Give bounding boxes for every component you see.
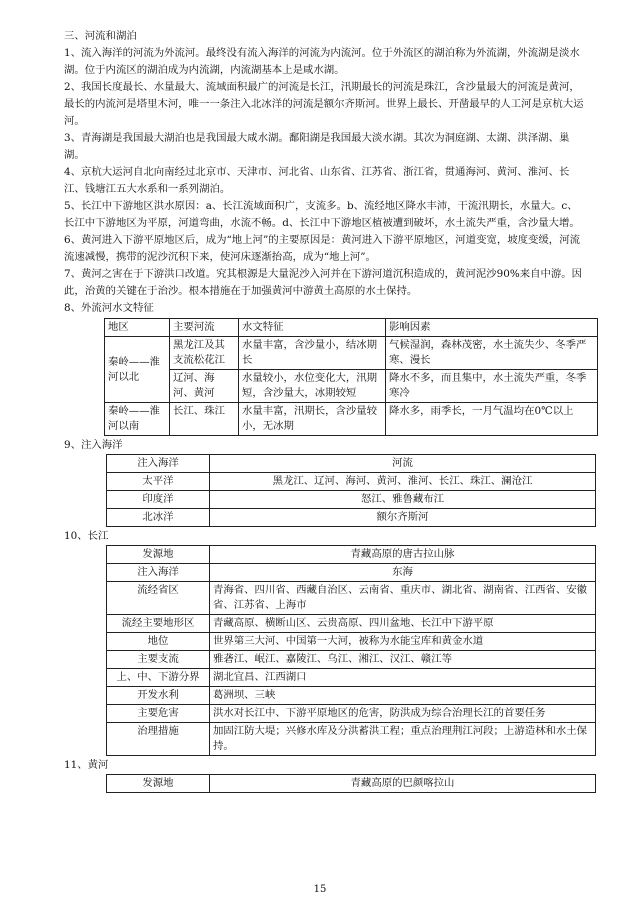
table-cell: 青藏高原的巴颜喀拉山 [210, 775, 596, 793]
table-cell-key: 治理措施 [107, 723, 210, 756]
heading-9: 9、注入海洋 [64, 439, 123, 451]
table-cell: 黑龙江、辽河、海河、黄河、淮河、长江、珠江、澜沧江 [210, 473, 596, 491]
table-cell-key: 主要危害 [107, 705, 210, 723]
table-row [107, 473, 596, 491]
table-row [107, 455, 596, 473]
table-cell: 世界第三大河、中国第一大河，被称为水能宝库和黄金水道 [210, 633, 596, 651]
table-row [107, 615, 596, 633]
document-body [64, 28, 588, 793]
table-oceans [106, 454, 596, 527]
table-row [107, 651, 596, 669]
paragraph-2: 2、我国长度最长、水量最大、流域面积最广的河流是长江，汛期最长的河流是珠江，含沙量最大的河流是黄河，最长的内流河是塔里木河，唯一一条注入北冰洋的河流是额尔齐斯河。世界上最长、开凿最早的人工河是京杭大运河。 [64, 81, 584, 127]
table-row [107, 564, 596, 582]
table-cell-region: 秦岭——淮河以南 [105, 403, 170, 436]
table-yellow-river [106, 774, 596, 793]
table-cell-key: 流经省区 [107, 582, 210, 615]
table-row [107, 582, 596, 615]
table-cell: 降水多，雨季长，一月气温均在0℃以上 [386, 403, 598, 436]
heading-11: 11、黄河 [64, 759, 109, 771]
table-cell: 洪水对长江中、下游平原地区的危害，防洪成为综合治理长江的首要任务 [210, 705, 596, 723]
heading-10: 10、长江 [64, 530, 109, 542]
table-row [107, 705, 596, 723]
table-row [107, 491, 596, 509]
heading-8: 8、外流河水文特征 [64, 302, 154, 314]
table-row [107, 669, 596, 687]
table-header-cell: 主要河流 [170, 319, 239, 337]
paragraph-4: 4、京杭大运河自北向南经过北京市、天津市、河北省、山东省、江苏省、浙江省，贯通海河、黄河、淮河、长江、钱塘江五大水系和一系列湖泊。 [64, 166, 570, 195]
table-cell-key: 地位 [107, 633, 210, 651]
table-cell: 水量丰富，汛期长，含沙量较小，无冰期 [239, 403, 386, 436]
section-title: 三、河流和湖泊 [64, 30, 137, 42]
table-row [107, 546, 596, 564]
table-row [107, 723, 596, 756]
table-row [105, 403, 598, 436]
table-cell-key: 注入海洋 [107, 564, 210, 582]
table-yangtze [106, 545, 596, 756]
table-cell: 辽河、海河、黄河 [170, 370, 239, 403]
table-cell: 湖北宜昌、江西湖口 [210, 669, 596, 687]
table-cell-key: 发源地 [107, 546, 210, 564]
paragraph-5: 5、长江中下游地区洪水原因：a、长江流域面积广，支流多。b、流经地区降水丰沛，干流汛期长，水量大。c、长江中下游地区为平原，河道弯曲，水流不畅。d、长江中下游地区植被遭到破坏，水土流失严重，含沙量大增。 [64, 200, 580, 229]
table-cell: 怒江、雅鲁藏布江 [210, 491, 596, 509]
table-cell: 东海 [210, 564, 596, 582]
table-row [107, 509, 596, 527]
table-cell: 水量丰富，含沙量小，结冰期长 [239, 337, 386, 370]
table-cell: 雅砻江、岷江、嘉陵江、乌江、湘江、汉江、赣江等 [210, 651, 596, 669]
page-number: 15 [313, 884, 327, 895]
table-cell: 葛洲坝、三峡 [210, 687, 596, 705]
table-cell: 青藏高原、横断山区、云贵高原、四川盆地、长江中下游平原 [210, 615, 596, 633]
table-cell: 黑龙江及其支流松花江 [170, 337, 239, 370]
table-cell-region: 秦岭——淮河以北 [105, 337, 170, 403]
table-header-cell: 注入海洋 [107, 455, 210, 473]
table-header-cell: 河流 [210, 455, 596, 473]
table-cell: 印度洋 [107, 491, 210, 509]
table-row [107, 633, 596, 651]
table-row [107, 687, 596, 705]
table-cell-key: 开发水利 [107, 687, 210, 705]
table-cell: 长江、珠江 [170, 403, 239, 436]
paragraph-6: 6、黄河进入下游平原地区后，成为“地上河”的主要原因是：黄河进入下游平原地区，河道变宽，坡度变缓，河流流速减慢，携带的泥沙沉积下来，使河床逐渐抬高，成为“地上河”。 [64, 234, 580, 263]
table-row [105, 319, 598, 337]
paragraph-1: 1、流入海洋的河流为外流河。最终没有流入海洋的河流为内流河。位于外流区的湖泊称为外流湖，外流湖是淡水湖。位于内流区的湖泊成为内流湖，内流湖基本上是咸水湖。 [64, 47, 580, 76]
table-header-cell: 水文特征 [239, 319, 386, 337]
table-cell: 水量较小，水位变化大，汛期短，含沙量大，冰期较短 [239, 370, 386, 403]
table-cell: 青藏高原的唐古拉山脉 [210, 546, 596, 564]
table-cell-key: 发源地 [107, 775, 210, 793]
table-cell-key: 上、中、下游分界 [107, 669, 210, 687]
table-cell: 气候湿润，森林茂密，水土流失少、冬季严寒、漫长 [386, 337, 598, 370]
table-header-cell: 地区 [105, 319, 170, 337]
table-cell: 太平洋 [107, 473, 210, 491]
table-cell-key: 主要支流 [107, 651, 210, 669]
table-row [107, 775, 596, 793]
table-row [105, 337, 598, 370]
table-row [105, 370, 598, 403]
table-cell: 北冰洋 [107, 509, 210, 527]
table-cell: 降水不多，而且集中，水土流失严重，冬季寒冷 [386, 370, 598, 403]
table-header-cell: 影响因素 [386, 319, 598, 337]
table-river-hydrology [104, 318, 598, 436]
paragraph-3: 3、青海湖是我国最大湖泊也是我国最大咸水湖。鄱阳湖是我国最大淡水湖。其次为洞庭湖、太湖、洪泽湖、巢湖。 [64, 132, 570, 161]
table-cell: 额尔齐斯河 [210, 509, 596, 527]
paragraph-7: 7、黄河之害在于下游洪口改道。究其根源是大量泥沙入河并在下游河道沉积造成的，黄河泥沙90%来自中游。因此，治黄的关键在于治沙。根本措施在于加强黄河中游黄土高原的水土保持。 [64, 268, 583, 297]
table-cell-key: 流经主要地形区 [107, 615, 210, 633]
table-cell: 青海省、四川省、西藏自治区、云南省、重庆市、湖北省、湖南省、江西省、安徽省、江苏省、上海市 [210, 582, 596, 615]
table-cell: 加固江防大堤；兴修水库及分洪蓄洪工程；重点治理荆江河段；上游造林和水土保持。 [210, 723, 596, 756]
